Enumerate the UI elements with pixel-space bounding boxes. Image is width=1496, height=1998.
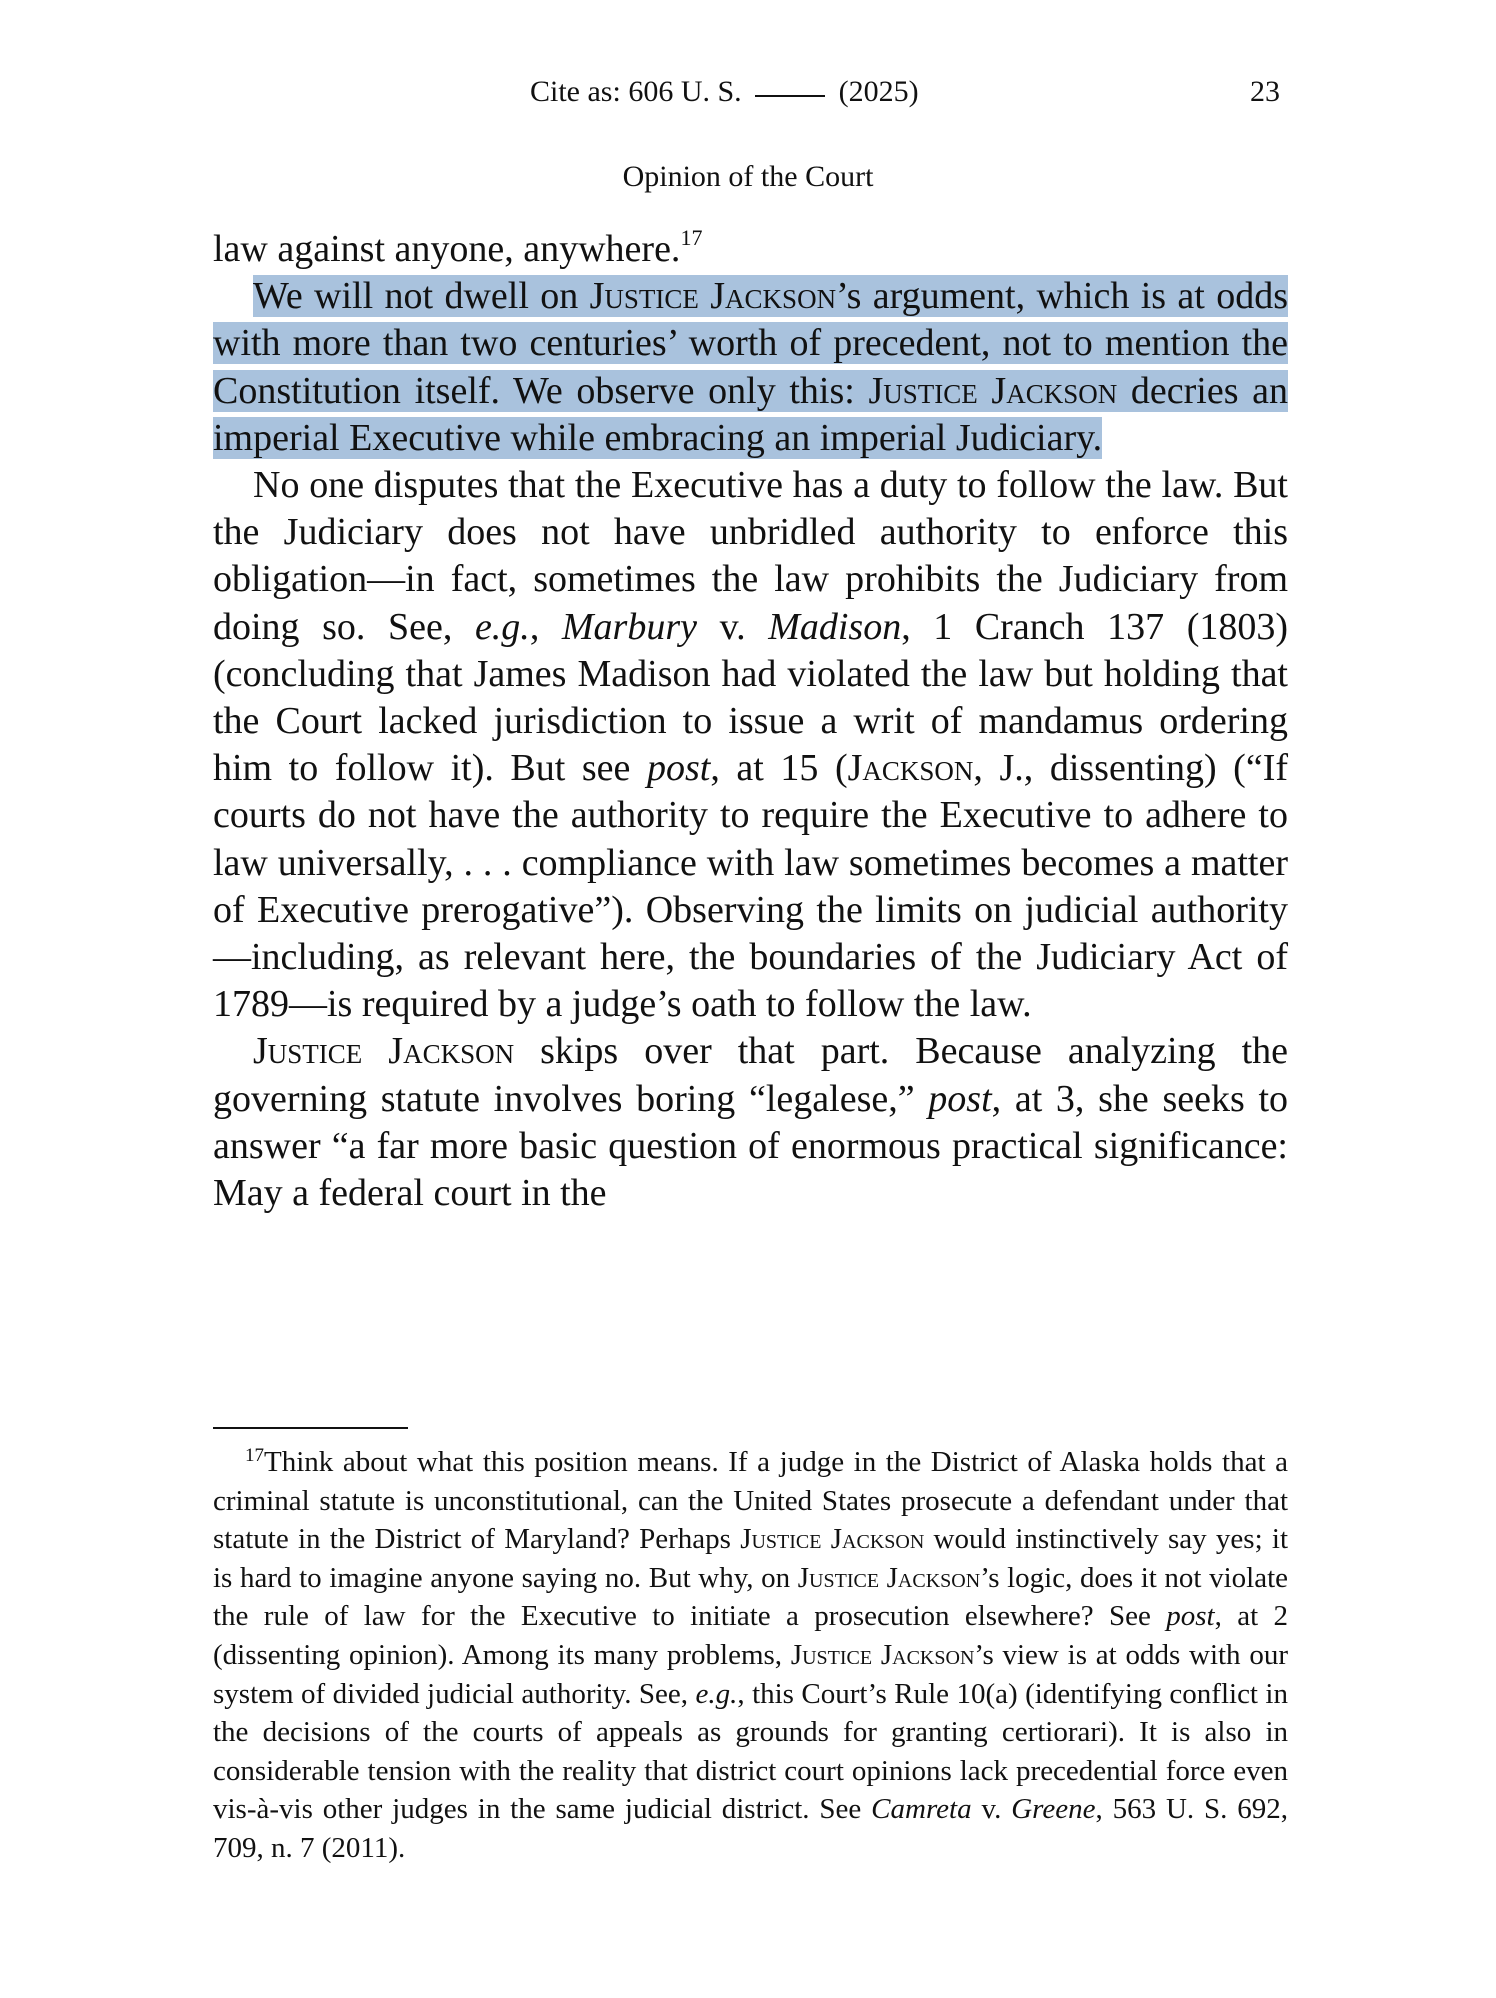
text-highlight[interactable]: We will not dwell on Justice Jackson’s argument, which is at odds with more than two centuries’ worth of precedent, not to mention the Constitution itself. We observe only this: Justice Jackson decries an imperial Executive while embracing an imperial Judiciary. bbox=[213, 275, 1288, 459]
footnote-reference[interactable]: 17 bbox=[680, 225, 703, 250]
opinion-label: Opinion of the Court bbox=[622, 160, 874, 193]
justice-name: Justice Jackson bbox=[797, 1561, 981, 1594]
cite-page-blank bbox=[755, 95, 825, 97]
paragraph: Justice Jackson skips over that part. Because analyzing the governing statute involves boring “legalese,” post, at 3, she seeks to answer “a far more basic question of enormous practical significance: May a federal court in the bbox=[213, 1030, 1288, 1215]
opinion-body bbox=[213, 226, 1288, 1217]
case-name: Greene bbox=[1011, 1793, 1096, 1826]
case-name: Marbury bbox=[561, 605, 697, 648]
citation-header bbox=[530, 72, 919, 112]
paragraph: No one disputes that the Executive has a duty to follow the law. But the Judiciary does not have unbridled authority to enforce this obligation—in fact, sometimes the law prohibits the Judiciary from doing so. See, e.g., Marbury v. Madison, 1 Cranch 137 (1803) (concluding that James Madison had violated the law but holding that the Court lacked jurisdiction to issue a writ of mandamus ordering him to follow it). But see post, at 15 (Jackson, J., dissenting) (“If courts do not have the authority to require the Executive to adhere to law universally, . . . compliance with law sometimes becomes a matter of Executive prerogative”). Observing the limits on judicial authority—including, as relevant here, the boundaries of the Judiciary Act of 1789—is required by a judge’s oath to follow the law. bbox=[213, 464, 1289, 1026]
footnote-divider bbox=[213, 1427, 408, 1429]
footnote-number: 17 bbox=[245, 1445, 264, 1466]
cite-prefix: Cite as: 606 U. S. bbox=[530, 75, 750, 108]
paragraph-continued: law against anyone, anywhere.$^{17}$ bbox=[213, 225, 703, 270]
page-number: 23 bbox=[1250, 75, 1280, 108]
justice-name: Jackson bbox=[847, 747, 974, 790]
justice-name: Justice Jackson bbox=[740, 1523, 925, 1556]
justice-name: Justice Jackson bbox=[589, 275, 837, 318]
case-name: Madison bbox=[768, 605, 902, 648]
justice-name: Justice Jackson bbox=[790, 1638, 975, 1671]
justice-name: Justice Jackson bbox=[253, 1030, 515, 1073]
paragraph-highlighted[interactable] bbox=[213, 273, 1288, 462]
footnote-17: $^{17}$Think about what this position means. If a judge in the District of Alaska holds that a criminal statute is unconstitutional, can the United States prosecute a defendant under that statute in the District of Maryland? Perhaps Justice Jackson would instinctively say yes; it is hard to imagine anyone saying no. But why, on Justice Jackson’s logic, does it not violate the rule of law for the Executive to initiate a prosecution elsewhere? See post, at 2 (dissenting opinion). Among its many problems, Justice Jackson’s view is at odds with our system of divided judicial authority. See, e.g., this Court’s Rule 10(a) (identifying conflict in the decisions of the courts of appeals as grounds for granting certiorari). It is also in considerable tension with the reality that district court opinions lack precedential force even vis-à-vis other judges in the same judicial district. See Camreta v. Greene, 563 U. S. 692, 709, n. 7 (2011). bbox=[213, 1445, 1289, 1864]
cite-year: (2025) bbox=[831, 75, 919, 108]
case-name: Camreta bbox=[871, 1793, 972, 1826]
justice-name: Justice Jackson bbox=[868, 369, 1118, 412]
